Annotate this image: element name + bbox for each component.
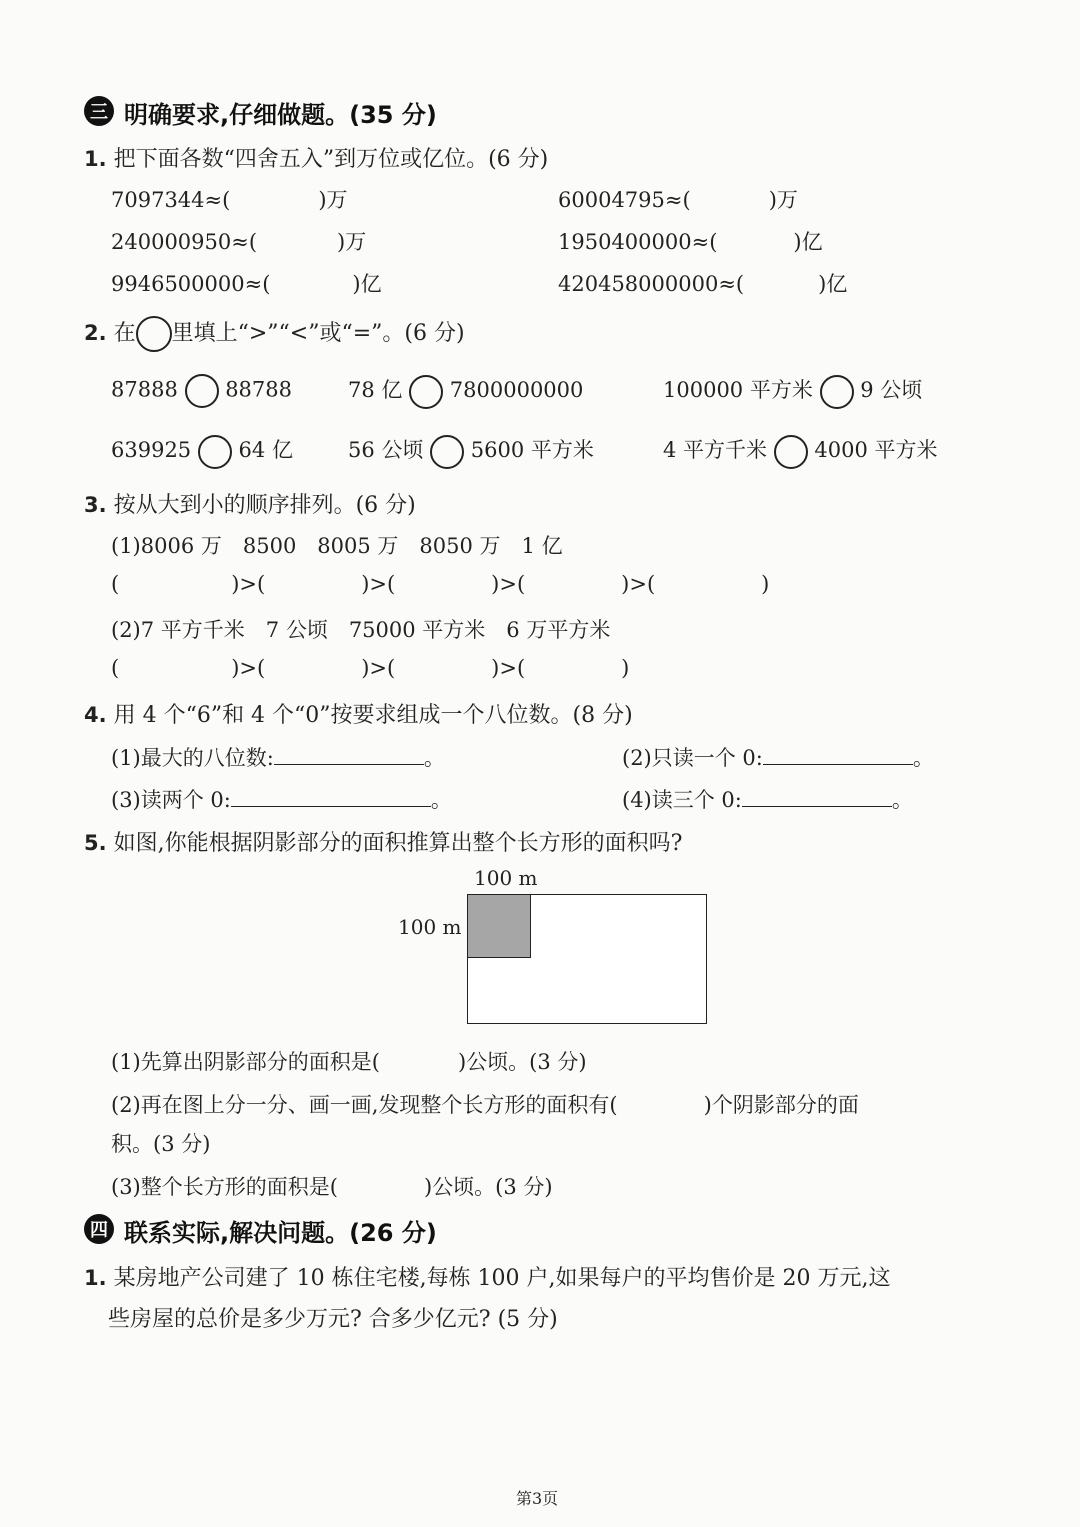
sub-text: (2)再在图上分一分、画一画,发现整个长方形的面积有(: [111, 1093, 618, 1117]
question-3: [84, 488, 416, 519]
section-title: 明确要求,仔细做题。(35 分): [124, 101, 437, 129]
item-unit: )亿: [793, 230, 823, 254]
q4-part-1: [111, 742, 445, 772]
gt-sign: )>(: [491, 572, 526, 596]
gt-sign: )>(: [231, 656, 266, 680]
item-unit: )万: [768, 188, 798, 212]
sub-text: (1)先算出阴影部分的面积是(: [111, 1050, 380, 1074]
compare-right: 7800000000: [449, 378, 584, 402]
shaded-square: [468, 895, 531, 958]
item-unit: )亿: [352, 272, 382, 296]
gt-sign: )>(: [621, 572, 656, 596]
compare-item: [348, 374, 583, 409]
q5-sub-2-cont: 积。(3 分): [111, 1132, 211, 1156]
q5-sub-2: [111, 1089, 859, 1119]
gt-sign: )>(: [361, 572, 396, 596]
item-text: 1950400000≈(: [558, 230, 718, 254]
question-text-after: 里填上“>”“<”或“=”。(6 分): [171, 321, 465, 346]
item-text: 60004795≈(: [558, 188, 691, 212]
period: 。: [423, 746, 445, 770]
rounding-item: [558, 184, 798, 214]
question-2: [84, 316, 465, 352]
q5-sub-3: [111, 1171, 553, 1201]
compare-right: 64 亿: [238, 438, 293, 462]
gt-sign: )>(: [491, 656, 526, 680]
item-unit: )亿: [818, 272, 848, 296]
q4-part-4: [622, 784, 913, 814]
gt-sign: )>(: [361, 656, 396, 680]
question-number: 4.: [84, 703, 107, 727]
rounding-item: [111, 268, 382, 298]
question-text-before: 在: [113, 321, 136, 346]
page-number: 第3页: [516, 1489, 559, 1508]
section-badge: 三: [84, 96, 114, 126]
compare-item: [348, 434, 594, 469]
compare-item: [663, 434, 938, 469]
compare-item: [111, 434, 293, 469]
rounding-item: [111, 184, 348, 214]
question-number: 1.: [84, 147, 107, 171]
compare-left: 639925: [111, 438, 192, 462]
question-text: 按从大到小的顺序排列。(6 分): [113, 493, 416, 518]
problem-text-line-1: 某房地产公司建了 10 栋住宅楼,每栋 100 户,如果每户的平均售价是 20 万元,这: [113, 1266, 891, 1291]
paren: (: [111, 656, 120, 680]
paren: ): [761, 572, 770, 596]
compare-left: 4 平方千米: [663, 438, 768, 462]
order-part-2: (2)7 平方千米 7 公顷 75000 平方米 6 万平方米: [111, 618, 611, 642]
problem-text-line-2: 些房屋的总价是多少万元? 合多少亿元? (5 分): [108, 1307, 558, 1332]
answer-line[interactable]: [274, 744, 424, 765]
item-text: 9946500000≈(: [111, 272, 271, 296]
q5-sub-1: [111, 1046, 587, 1076]
part-label: (2)只读一个 0:: [622, 746, 763, 770]
sub-text: )公顷。(3 分): [457, 1050, 587, 1074]
sub-text: )公顷。(3 分): [423, 1175, 553, 1199]
question-number: 1.: [84, 1266, 107, 1290]
q4-part-2: [622, 742, 934, 772]
period: 。: [891, 788, 913, 812]
question-number: 2.: [84, 321, 107, 345]
answer-line[interactable]: [763, 744, 913, 765]
period: 。: [430, 788, 452, 812]
item-unit: )万: [318, 188, 348, 212]
order-answer-row-2: [111, 656, 629, 680]
item-unit: )万: [337, 230, 367, 254]
question-1: [84, 142, 548, 173]
answer-line[interactable]: [231, 786, 431, 807]
rounding-item: [558, 268, 847, 298]
rounding-item: [558, 226, 823, 256]
problem-1: [84, 1261, 891, 1292]
compare-item: [111, 374, 292, 408]
gt-sign: )>(: [231, 572, 266, 596]
part-label: (3)读两个 0:: [111, 788, 231, 812]
sub-text: )个阴影部分的面: [703, 1093, 859, 1117]
sub-text: (3)整个长方形的面积是(: [111, 1175, 338, 1199]
rounding-item: [111, 226, 366, 256]
question-4: [84, 698, 633, 729]
compare-circle[interactable]: [430, 435, 464, 469]
part-label: (1)最大的八位数:: [111, 746, 274, 770]
answer-line[interactable]: [742, 786, 892, 807]
part-label: (4)读三个 0:: [622, 788, 742, 812]
rectangle-figure: [467, 894, 707, 1024]
compare-circle[interactable]: [185, 374, 219, 408]
section-badge: 四: [84, 1214, 114, 1244]
compare-item: [663, 374, 922, 409]
compare-left: 87888: [111, 377, 178, 402]
order-answer-row-1: [111, 572, 769, 596]
item-text: 7097344≈(: [111, 188, 231, 212]
compare-circle[interactable]: [774, 435, 808, 469]
paren: (: [111, 572, 120, 596]
figure-label-left: 100 m: [398, 915, 462, 939]
section-title: 联系实际,解决问题。(26 分): [124, 1219, 437, 1247]
period: 。: [912, 746, 934, 770]
compare-right: 88788: [225, 377, 292, 402]
question-text: 把下面各数“四舍五入”到万位或亿位。(6 分): [113, 147, 549, 172]
compare-left: 56 公顷: [348, 438, 424, 462]
item-text: 240000950≈(: [111, 230, 258, 254]
figure-label-top: 100 m: [474, 866, 538, 890]
compare-circle[interactable]: [198, 435, 232, 469]
compare-circle[interactable]: [409, 375, 443, 409]
question-text: 如图,你能根据阴影部分的面积推算出整个长方形的面积吗?: [113, 831, 683, 856]
order-part-1: (1)8006 万 8500 8005 万 8050 万 1 亿: [111, 534, 563, 558]
compare-right: 9 公顷: [860, 378, 923, 402]
question-number: 3.: [84, 493, 107, 517]
question-number: 5.: [84, 831, 107, 855]
compare-right: 5600 平方米: [470, 438, 594, 462]
question-text: 用 4 个“6”和 4 个“0”按要求组成一个八位数。(8 分): [113, 703, 633, 728]
compare-left: 100000 平方米: [663, 378, 813, 402]
q4-part-3: [111, 784, 452, 814]
compare-circle[interactable]: [820, 375, 854, 409]
question-5: [84, 826, 682, 857]
compare-right: 4000 平方米: [814, 438, 938, 462]
item-text: 420458000000≈(: [558, 272, 745, 296]
compare-left: 78 亿: [348, 378, 403, 402]
circle-icon: [136, 316, 172, 352]
paren: ): [621, 656, 630, 680]
